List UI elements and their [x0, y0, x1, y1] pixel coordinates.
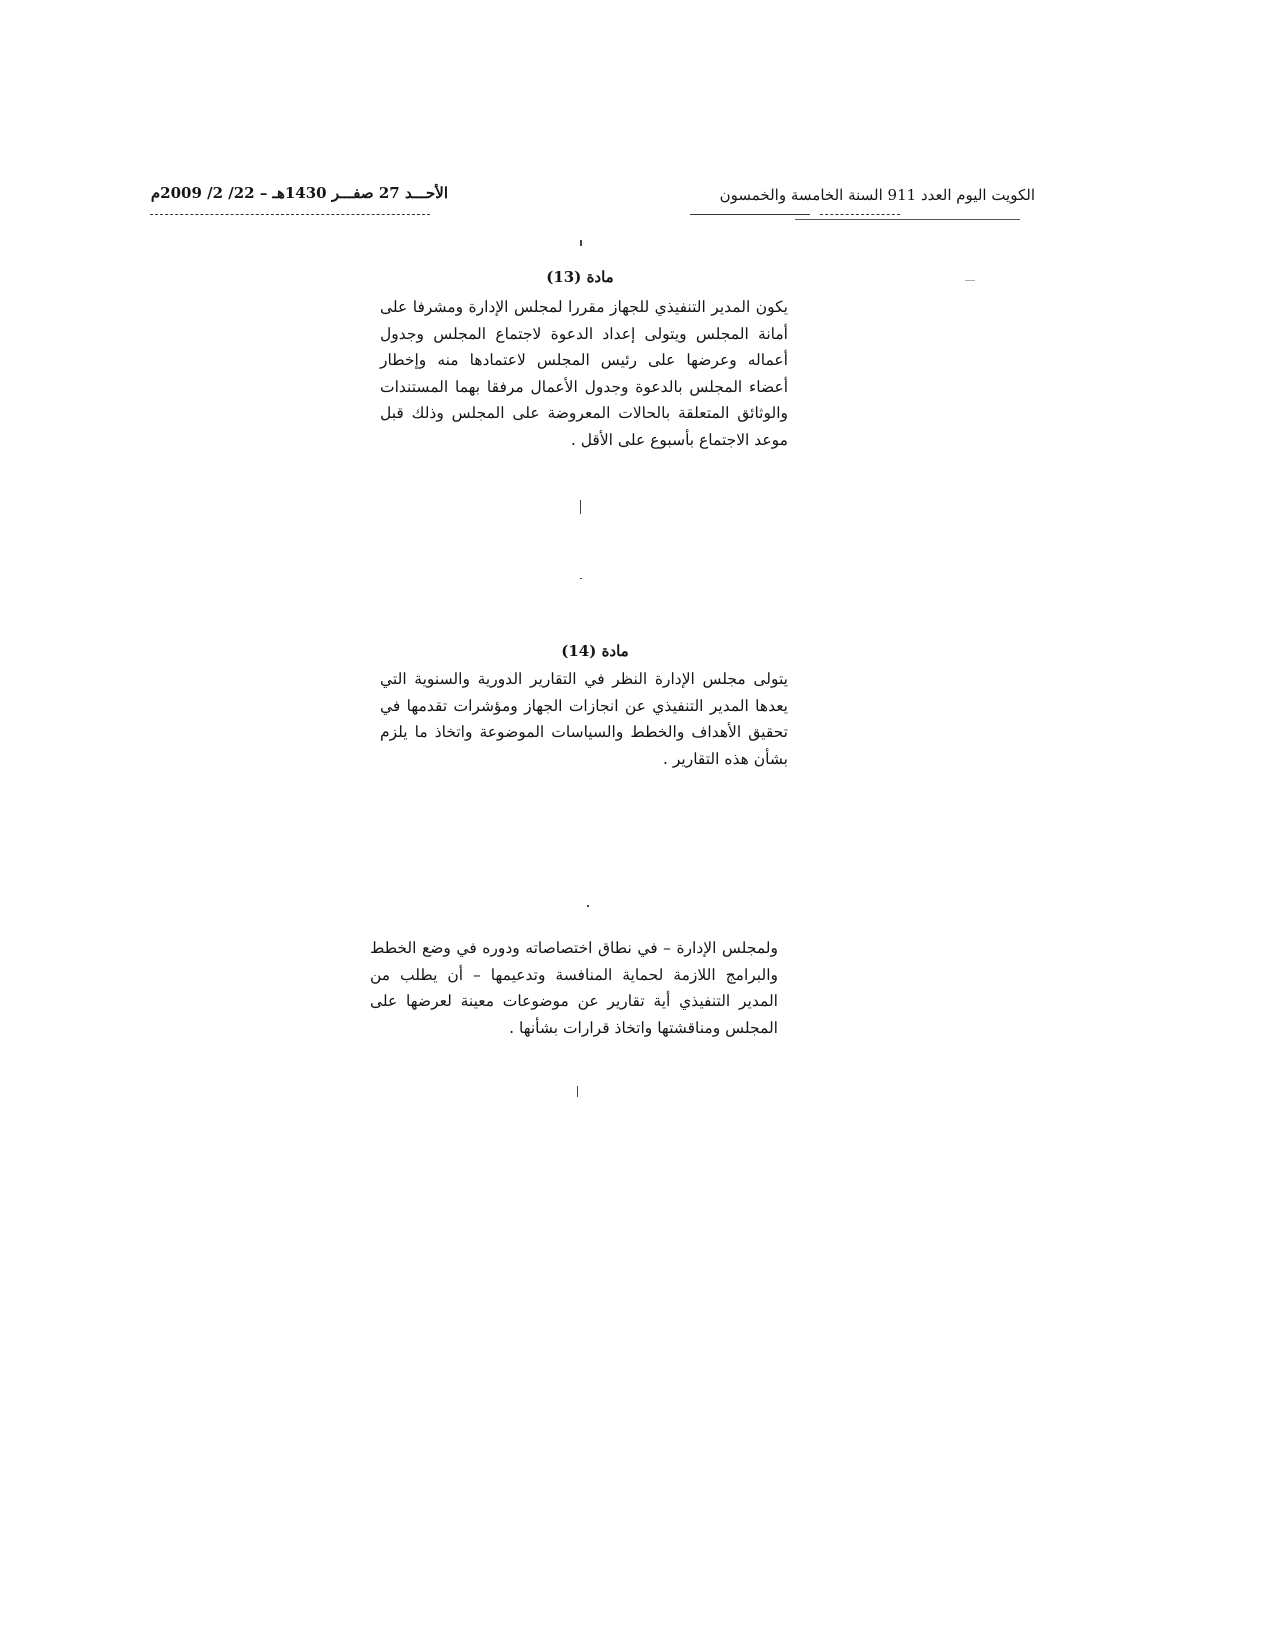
header-date: الأحـــد 27 صفـــر 1430هـ – 22/ 2/ 2009م [150, 184, 448, 202]
header-rule-right-dashed [820, 214, 900, 215]
article-13-title: مادة (13) [546, 268, 614, 286]
scan-speck [965, 280, 975, 281]
header-rule-right [690, 214, 810, 215]
scan-speck [577, 1086, 578, 1097]
article-14-body: يتولى مجلس الإدارة النظر في التقارير الدورية والسنوية التي يعدها المدير التنفيذي عن انجازات الجهاز ومؤشرات تقدمها في تحقيق الأهداف والخطط والسياسات الموضوعة واتخاذ ما يلزم بشأن هذه التقارير . [380, 670, 788, 768]
scan-speck [580, 578, 582, 579]
scan-speck [580, 240, 582, 246]
scan-speck [580, 500, 581, 514]
scan-speck [587, 905, 589, 907]
header-publication-info: الكويت اليوم العدد 911 السنة الخامسة والخمسون [719, 186, 1035, 204]
article-14-paragraph-2: ولمجلس الإدارة – في نطاق اختصاصاته ودوره في وضع الخطط والبرامج اللازمة لحماية المنافسة وتدعيمها – أن يطلب من المدير التنفيذي أية تقارير عن موضوعات معينة لعرضها على المجلس ومناقشتها واتخاذ قرارات بشأنها . [370, 939, 778, 1037]
article-14-title: مادة (14) [561, 642, 629, 660]
article-13-body: يكون المدير التنفيذي للجهاز مقررا لمجلس الإدارة ومشرفا على أمانة المجلس ويتولى إعداد الدعوة لاجتماع المجلس وجدول أعماله وعرضها على رئيس المجلس لاعتمادها منه وإخطار أعضاء المجلس بالدعوة وجدول الأعمال مرفقا بهما المستندات والوثائق المتعلقة بالحالات المعروضة على المجلس وذلك قبل موعد الاجتماع بأسبوع على الأقل . [380, 298, 788, 449]
header-rule-left [150, 214, 430, 215]
header-rule-right-lower [795, 219, 1020, 220]
